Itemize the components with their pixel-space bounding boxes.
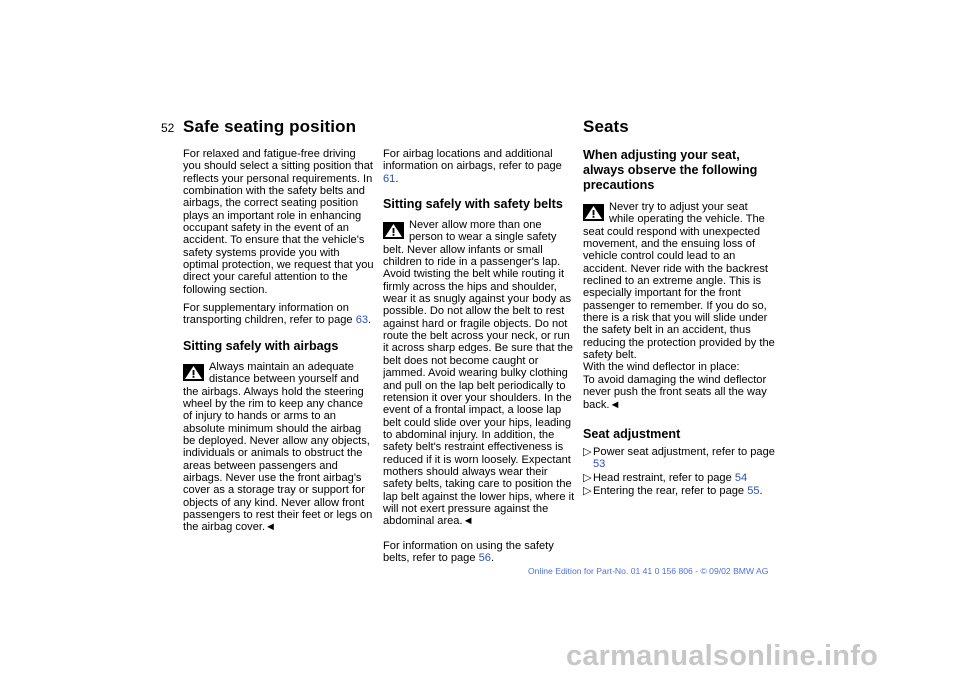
- page-link-53[interactable]: 53: [593, 458, 606, 471]
- belts-heading: Sitting safely with safety belts: [383, 197, 563, 212]
- bullet-arrow-icon: ▷: [583, 445, 592, 458]
- belts-info-reference: For information on using the safety belts, refer to page 56.: [383, 539, 554, 564]
- belts-warning-block: [383, 219, 575, 528]
- seat-adjustment-heading: Seat adjustment: [583, 426, 681, 441]
- edition-footer: Online Edition for Part-No. 01 41 0 156 806 - © 09/02 BMW AG: [528, 566, 769, 576]
- warning-triangle-icon: [383, 222, 404, 239]
- middle-column: [383, 148, 575, 570]
- belts-warning-text: Never allow more than one person to wear a single safety belt. Never allow infants or small children to ride in a passenger's lap. Avoid twisting the belt while routing it firmly across the hips and shoulder, wear it as snugly against your body as possible. Do not allow the belt to rest against hard or fragile objects. Do not route the belt across your neck, or run it across sharp edges. Be sure that the belt does not become caught or jammed. Avoid wearing bulky clothing and pull on the lap belt periodically to retension it over your shoulders. In the event of a frontal impact, a loose lap belt could slide over your hips, leading to abdominal injury. In addition, the safety belt's restraint effectiveness is reduced if it is worn loosely. Expectant mothers should always wear their safety belts, taking care to position the lap belt against the lower hips, where it will not exert pressure against the abdominal area.◄: [383, 219, 575, 528]
- airbags-warning-block: [183, 361, 375, 534]
- precautions-heading: When adjusting your seat, always observe the following precautions: [583, 148, 758, 192]
- end-mark: ◄: [462, 515, 474, 528]
- seat-adjustment-list: [583, 446, 775, 497]
- watermark: carmanualsonline.info: [566, 640, 878, 672]
- section-title-safe-seating: Safe seating position: [183, 117, 357, 136]
- page-link-55[interactable]: 55: [747, 484, 760, 497]
- airbags-warning-text: Always maintain an adequate distance between yourself and the airbags. Always hold the steering wheel by the rim to keep any chance of injury to hands or arms to an absolute minimum should the airbag be deployed. Never allow any objects, individuals or animals to obstruct the areas between passengers and airbags. Never use the front airbag's cover as a storage tray or support for objects of any kind. Never allow front passengers to rest their feet or legs on the airbag cover.◄: [183, 360, 373, 534]
- intro-paragraph: For relaxed and fatigue-free driving you should select a sitting position that reflects your personal requirements. In combination with the safety belts and airbags, the correct seating position plays an important role in enhancing occupant safety in the event of an accident. To ensure that the vehicle's safety systems provide you with optimal protection, we request that you direct your careful attention to the following section.: [183, 148, 374, 296]
- list-item: ▷ Power seat adjustment, refer to page 53: [583, 445, 775, 471]
- list-item: ▷ Head restraint, refer to page 54: [583, 471, 748, 484]
- seat-warning-text: Never try to adjust your seat while operating the vehicle. The seat could respond with unexpected movement, and the ensuing loss of vehicle control could lead to an accident. Never ride with the backrest reclined to an extreme angle. This is especially important for the front passenger to remember. If you do so, there is a risk that you will slide under the safety belt in an accident, thus reducing the protection provided by the safety belt.: [583, 201, 775, 362]
- bullet-arrow-icon: ▷: [583, 484, 592, 497]
- list-item: ▷ Entering the rear, refer to page 55.: [583, 484, 763, 497]
- airbag-locations-reference: For airbag locations and additional information on airbags, refer to page 61.: [383, 148, 562, 185]
- section-title-seats: Seats: [583, 117, 629, 136]
- bullet-arrow-icon: ▷: [583, 471, 592, 484]
- airbags-heading: Sitting safely with airbags: [183, 338, 339, 353]
- page-link-54[interactable]: 54: [734, 471, 748, 484]
- end-mark: ◄: [609, 398, 621, 411]
- left-column: [183, 148, 375, 534]
- page-number: 52: [161, 121, 175, 135]
- warning-triangle-icon: [583, 204, 604, 221]
- page-link-61[interactable]: 61: [383, 172, 396, 185]
- wind-deflector-line-1: With the wind deflector in place:: [583, 361, 740, 374]
- wind-deflector-line-2: To avoid damaging the wind deflector never push the front seats all the way back.◄: [583, 373, 767, 411]
- end-mark: ◄: [265, 521, 277, 534]
- seat-warning-block: [583, 201, 775, 361]
- warning-triangle-icon: [183, 364, 204, 381]
- page-link-56[interactable]: 56: [478, 551, 491, 564]
- right-column: [583, 148, 775, 498]
- children-reference: For supplementary information on transporting children, refer to page 63.: [183, 302, 372, 327]
- page-link-63[interactable]: 63: [355, 314, 369, 327]
